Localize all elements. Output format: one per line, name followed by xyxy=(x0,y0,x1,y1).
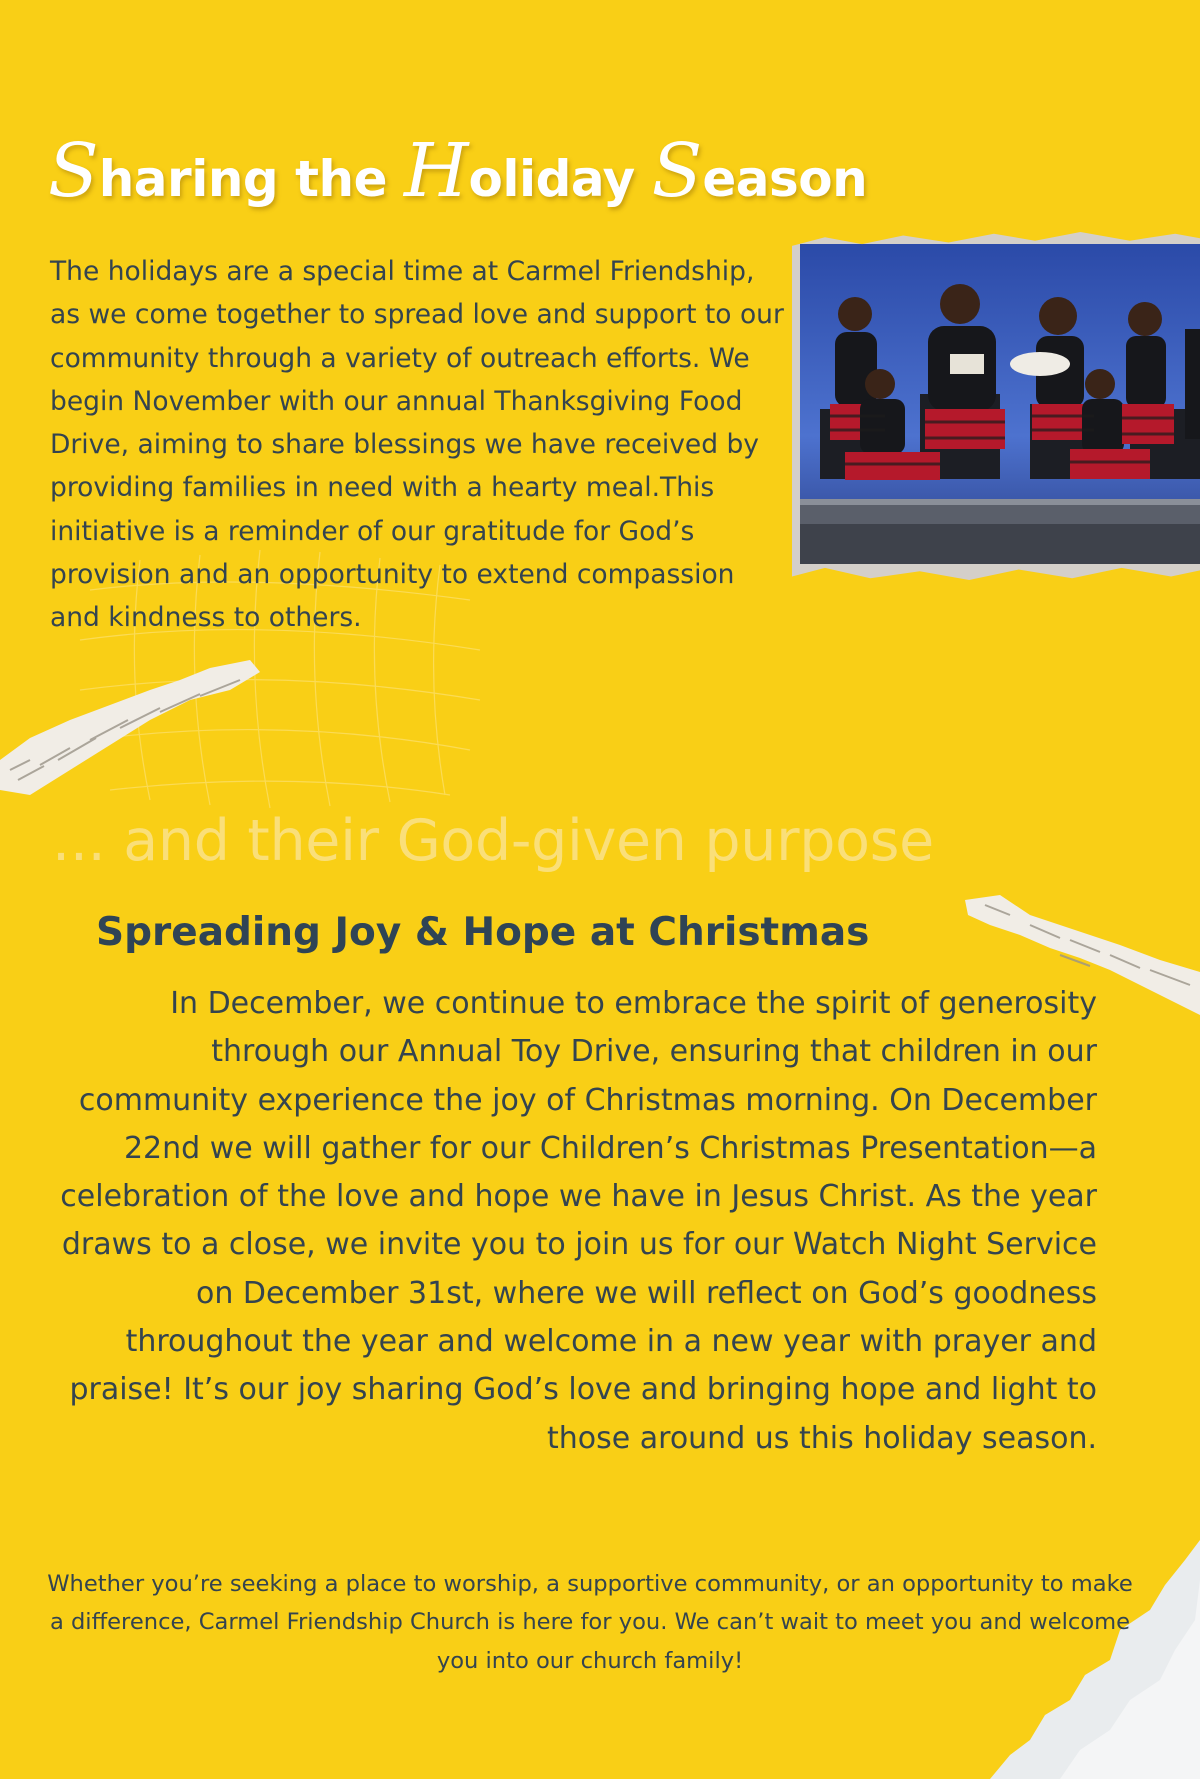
intro-paragraph: The holidays are a special time at Carmel Friendship, as we come together to spread love and support to our community through a variety of outreach efforts. We begin November with our annual Thanksgiving Food Drive, aiming to share blessings we have received by providing families in need with a hearty meal.This initiative is a reminder of our gratitude for God’s provision and an opportunity to extend compassion and kindness to others. xyxy=(50,256,784,634)
title-word-season: eason xyxy=(702,150,868,208)
closing-paragraph: Whether you’re seeking a place to worship, a supportive community, or an opportunity to make a difference, Carmel Friendship Church is here for you. We can’t wait to meet you and welcome you into our church family! xyxy=(47,1571,1133,1674)
title-initial-h: H xyxy=(403,128,469,214)
christmas-paragraph: In December, we continue to embrace the spirit of generosity through our Annual Toy Drive, ensuring that children in our community experience the joy of Christmas morning. On December 22nd we will gather for our Children’s Christmas Presentation—a celebration of the love and hope we have in Jesus Christ. As the year draws to a close, we invite you to join us for our Watch Night Service on December 31st, where we will reflect on God’s goodness throughout the year and welcome in a new year with prayer and praise! It’s our joy sharing God’s love and bringing hope and light to those around us this holiday season. xyxy=(60,986,1097,1456)
title-word-holiday: oliday xyxy=(468,150,652,208)
section-heading-christmas: Spreading Joy & Hope at Christmas xyxy=(96,910,870,955)
torn-photo-frame xyxy=(792,232,1200,580)
torn-paper-scrap-left xyxy=(0,660,260,795)
faded-tagline: ... and their God-given purpose xyxy=(52,808,934,874)
page-title xyxy=(48,128,867,214)
title-initial-s: S xyxy=(48,128,99,214)
title-word-sharing: haring the xyxy=(98,150,404,208)
stage-photo xyxy=(800,244,1200,564)
title-initial-s2: S xyxy=(651,128,703,214)
